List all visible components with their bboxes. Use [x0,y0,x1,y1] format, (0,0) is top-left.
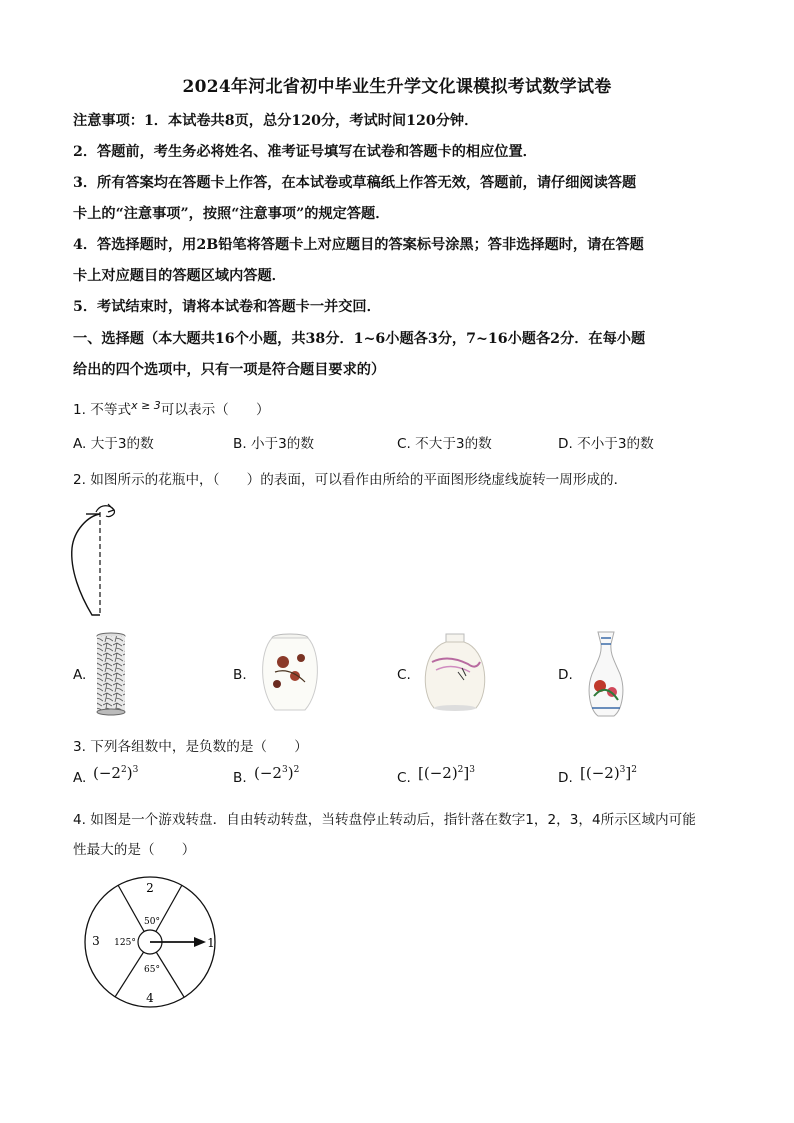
question-4-stem-line-1: 4. 如图是一个游戏转盘．自由转动转盘，当转盘停止转动后，指针落在数字1，2，3，4所示区域内可能 [73,812,696,828]
q3-option-c-expression: $[(-2)^2]^3$ [418,764,475,782]
q2-option-a-label[interactable]: A. [73,667,87,683]
section-heading-1: 一、选择题（本大题共16个小题，共38分．1~6小题各3分，7~16小题各2分．在每小题 [73,331,646,347]
q1-math: x ≥ 3 [131,399,161,412]
vase-b-ovoid[interactable] [255,632,325,716]
region-label-4: 4 [146,991,154,1005]
question-4-stem-line-2: 性最大的是（ ） [73,842,196,858]
section-heading-2: 给出的四个选项中，只有一项是符合题目要求的） [73,362,386,378]
q1-stem-after: 可以表示（ ） [160,402,270,418]
q3-option-b-expression: $(-2^3)^2$ [254,764,300,782]
q1-option-c[interactable]: C. 不大于3的数 [397,436,492,452]
spinner-diagram [80,872,220,1016]
question-2-stem: 2. 如图所示的花瓶中，（ ）的表面，可以看作由所给的平面图形绕虚线旋转一周形成的． [73,472,628,488]
q3-option-a-expression: $(-2^2)^3$ [93,764,139,782]
q1-option-d[interactable]: D. 不小于3的数 [558,436,654,452]
q1-option-b[interactable]: B. 小于3的数 [233,436,314,452]
q2-option-c-label[interactable]: C. [397,667,411,683]
note-line-4: 卡上的“注意事项”，按照“注意事项”的规定答题． [73,206,390,222]
q1-option-a[interactable]: A. 大于3的数 [73,436,154,452]
vase-c-round[interactable] [418,632,492,716]
q2-option-b-label[interactable]: B. [233,667,247,683]
note-line-3: 3．所有答案均在答题卡上作答，在本试卷或草稿纸上作答无效，答题前，请仔细阅读答题 [73,175,637,191]
note-line-2: 2．答题前，考生务必将姓名、准考证号填写在试卷和答题卡的相应位置． [73,144,537,160]
note-line-1: 注意事项：1．本试卷共8页，总分120分，考试时间120分钟． [73,113,479,129]
rotation-figure [64,500,134,620]
note-line-6: 卡上对应题目的答题区域内答题． [73,268,286,284]
angle-label-65: 65° [144,965,160,975]
page-title: 2024年河北省初中毕业生升学文化课模拟考试数学试卷 [182,77,612,97]
angle-label-125: 125° [114,938,136,948]
note-line-7: 5．考试结束时，请将本试卷和答题卡一并交回． [73,299,381,315]
q3-option-b-label[interactable]: B. [233,770,247,786]
question-3-stem: 3. 下列各组数中，是负数的是（ ） [73,739,308,755]
region-label-2: 2 [146,881,154,895]
q1-stem-before: 1. 不等式 [73,402,132,418]
q3-option-d-label[interactable]: D. [558,770,573,786]
pointer-arrowhead [194,937,206,947]
region-label-3: 3 [92,934,100,948]
question-1-stem [73,398,270,418]
note-line-5: 4．答选择题时，用2B铅笔将答题卡上对应题目的答案标号涂黑；答非选择题时，请在答题 [73,237,644,253]
region-label-1: 1 [207,936,215,950]
vase-d-tall[interactable] [584,630,628,720]
vase-a-cylinder[interactable] [93,632,129,716]
q3-option-d-expression: $[(-2)^3]^2$ [580,764,637,782]
q3-option-a-label[interactable]: A. [73,770,87,786]
q2-option-d-label[interactable]: D. [558,667,573,683]
q3-option-c-label[interactable]: C. [397,770,411,786]
angle-label-50: 50° [144,917,160,927]
